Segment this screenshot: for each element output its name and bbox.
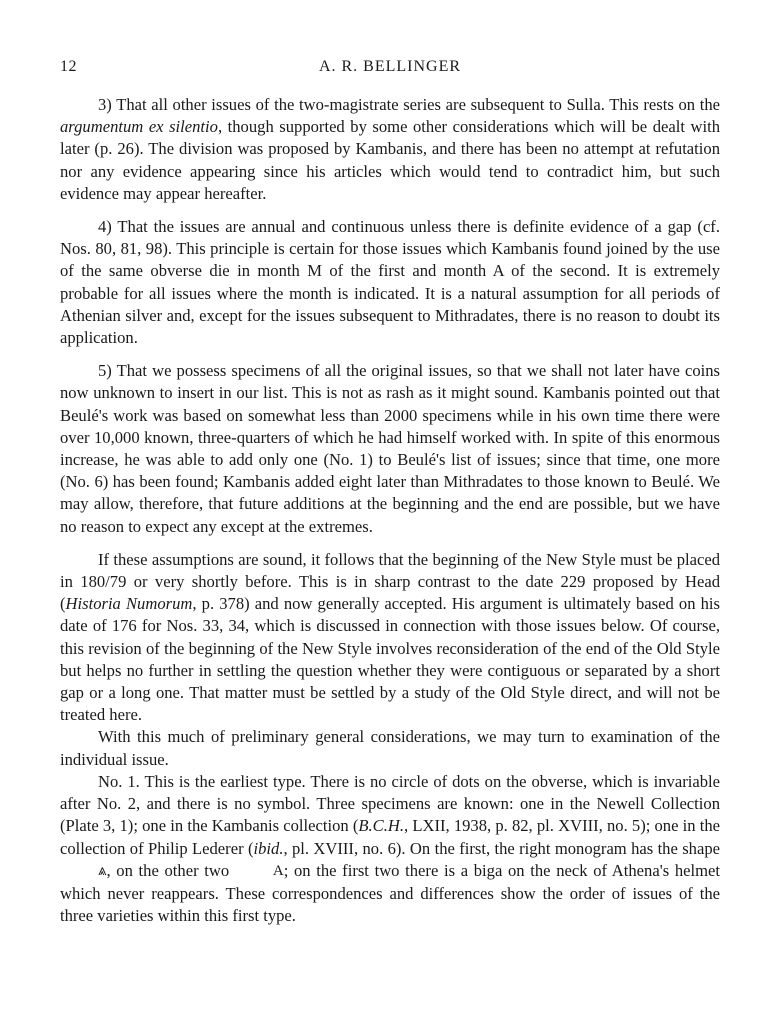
italic-citation: B.C.H.	[358, 816, 405, 836]
paragraph-assumption-4: 4) That the issues are annual and continuous unless there is definite evidence of a gap (cf. Nos. 80, 81, 98). This principle is certain for those issues which Kambanis found joined by the use of the same obverse die in month M of the first and month A of the second. It is extremely probable for all issues where the month is indicated. It is a natural assumption for all periods of Athenian silver and, except for the issues subsequent to Mithradates, there is no reason to doubt its application.	[60, 217, 720, 348]
page	[60, 58, 720, 927]
italic-title: Historia Numorum	[65, 594, 193, 614]
paragraph-assumption-5: 5) That we possess specimens of all the original issues, so that we shall not later have coins now unknown to insert in our list. This is not as rash as it might sound. Kambanis pointed out that Beulé's work was based on somewhat less than 2000 specimens while in his own time there were over 10,000 known, three-quarters of which he had himself worked with. In spite of this enormous increase, he was able to add only one (No. 1) to Beulé's list of issues; since that time, one more (No. 6) has been found; Kambanis added eight later than Mithradates to those known to Beulé. We may allow, therefore, that future additions at the beginning and the end are possible, but we have no reason to expect any except at the extremes.	[60, 361, 720, 536]
text-span: , though supported by some other considerations which will be dealt with later (p. 26). The division was proposed by Kambanis, and there has been no attempt at refutation nor any evidence appearing since his articles which would tend to contradict him, but such evidence may appear hereafter.	[60, 117, 720, 203]
monogram-glyph: A	[272, 862, 284, 879]
text-span: No. 1. This is the earliest type. There is no circle of dots on the obverse, which is invariable after No. 2, and there is no symbol. Three specimens are known: one in the Newell Collection (Plate 3, 1); one in the Kambanis collection (	[60, 771, 720, 836]
paragraph-transition: With this much of preliminary general considerations, we may turn to examination of the individual issue.	[60, 727, 720, 769]
body-text	[60, 94, 720, 927]
paragraph-conclusion	[60, 549, 720, 727]
paragraph-no-1	[60, 771, 720, 927]
italic-term: argumentum ex silentio	[60, 117, 218, 137]
monogram-glyph: ⩓	[98, 862, 107, 879]
text-span: If these assumptions are sound, it follows that the beginning of the New Style must be placed in 180/79 or very shortly before. This is in sharp contrast to the date 229 proposed by Head (	[60, 549, 720, 614]
italic-citation: ibid.	[253, 838, 284, 858]
running-head: A. R. BELLINGER	[318, 58, 462, 75]
text-span: , p. 378) and now generally accepted. His argument is ultimately based on his date of 176 for Nos. 33, 34, which is discussed in connection with those issues below. Of course, this revision of the beginning of the New Style involves reconsideration of the end of the Old Style but helps no further in settling the question whether they were contiguous or separated by a short gap or a long one. That matter must be settled by a study of the Old Style direct, and will not be treated here.	[60, 594, 720, 725]
text-span: , on the other two	[106, 860, 235, 880]
page-header	[60, 58, 720, 84]
text-span: 3) That all other issues of the two-magistrate series are subsequent to Sulla. This rests on the	[98, 95, 720, 114]
paragraph-assumption-3	[60, 94, 720, 205]
text-span: ; on the first two there is a biga on the neck of Athena's helmet which never reappears. These correspondences and differences show the order of issues of the three varieties within this first type.	[60, 860, 720, 926]
text-span: , LXII, 1938, p. 82, pl. XVIII, no. 5); one in the collection of Philip Lederer (	[60, 816, 721, 858]
text-span: , pl. XVIII, no. 6). On the first, the right monogram has the shape	[283, 838, 720, 858]
page-number: 12	[60, 58, 77, 75]
